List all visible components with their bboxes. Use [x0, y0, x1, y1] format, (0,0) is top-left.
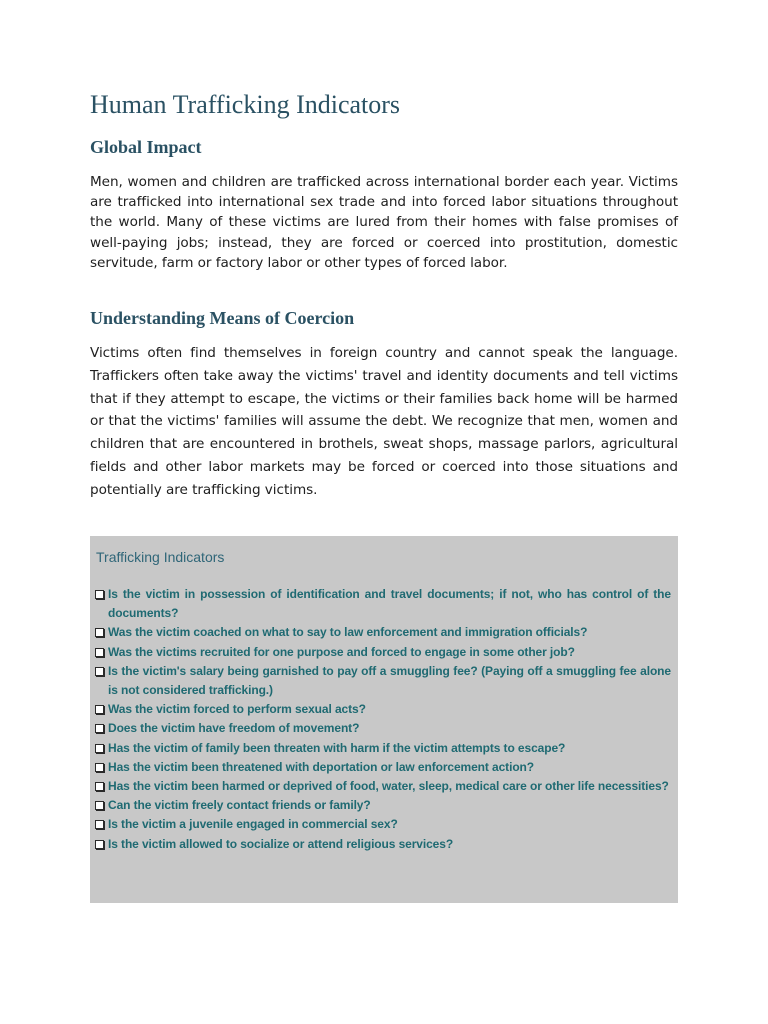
indicator-text: Has the victim been threatened with deportation or law enforcement action? — [108, 759, 535, 774]
indicator-text: Is the victim in possession of identification and travel documents; if not, who has control of the documents? — [108, 587, 671, 621]
checkbox-icon — [95, 667, 104, 676]
checkbox-icon — [95, 744, 104, 753]
indicator-item — [95, 662, 671, 700]
indicator-text: Does the victim have freedom of movement? — [108, 721, 360, 736]
checkbox-icon — [95, 840, 104, 849]
indicator-text: Is the victim allowed to socialize or attend religious services? — [108, 836, 454, 851]
indicator-item — [95, 835, 671, 854]
indicators-list — [95, 585, 671, 854]
indicator-text: Can the victim freely contact friends or family? — [108, 798, 371, 813]
checkbox-icon — [95, 628, 104, 637]
global-impact-paragraph: Men, women and children are trafficked across international border each year. Victims are trafficked into international sex trade and into forced labor situations throughout the world. Many of these victims are lured from their homes with false promises of well-paying jobs; instead, they are forced or coerced into prostitution, domestic servitude, farm or factory labor or other types of forced labor. — [90, 174, 678, 271]
document-title: Human Trafficking Indicators — [90, 90, 401, 119]
global-impact-heading: Global Impact — [90, 137, 202, 157]
indicator-text: Is the victim a juvenile engaged in commercial sex? — [108, 817, 398, 832]
indicator-item — [95, 623, 671, 642]
indicator-item — [95, 796, 671, 815]
coercion-paragraph: Victims often find themselves in foreign country and cannot speak the language. Traffickers often take away the victims' travel and identity documents and tell victims that if they attempt to escape, the victims or their families back home will be harmed or that the victims' families will assume the debt. We recognize that men, women and children that are encountered in brothels, sweat shops, massage parlors, agricultural fields and other labor markets may be forced or coerced into those situations and potentially are trafficking victims. — [90, 345, 678, 498]
checkbox-icon — [95, 724, 104, 733]
indicator-text: Is the victim's salary being garnished to pay off a smuggling fee? (Paying off a smuggling fee alone is not considered trafficking.) — [108, 663, 671, 698]
indicator-item — [95, 700, 671, 719]
indicator-text: Was the victim forced to perform sexual acts? — [108, 702, 366, 717]
indicator-item — [95, 777, 671, 796]
indicator-text: Was the victims recruited for one purpose and forced to engage in some other job? — [108, 644, 575, 659]
indicators-title: Trafficking Indicators — [96, 549, 225, 565]
checkbox-icon — [95, 801, 104, 810]
indicator-item — [95, 815, 671, 834]
coercion-heading: Understanding Means of Coercion — [90, 308, 355, 328]
indicator-item — [95, 758, 671, 777]
indicator-item — [95, 719, 671, 738]
indicator-text: Has the victim been harmed or deprived of food, water, sleep, medical care or other life necessities? — [108, 779, 669, 794]
indicator-item — [95, 643, 671, 662]
trafficking-indicators-box — [90, 536, 678, 903]
checkbox-icon — [95, 590, 104, 599]
indicator-text: Was the victim coached on what to say to law enforcement and immigration officials? — [108, 625, 588, 640]
checkbox-icon — [95, 705, 104, 714]
checkbox-icon — [95, 648, 104, 657]
checkbox-icon — [95, 782, 104, 791]
indicator-item — [95, 739, 671, 758]
checkbox-icon — [95, 820, 104, 829]
indicator-text: Has the victim of family been threaten with harm if the victim attempts to escape? — [108, 740, 566, 755]
checkbox-icon — [95, 763, 104, 772]
indicator-item — [95, 585, 671, 623]
